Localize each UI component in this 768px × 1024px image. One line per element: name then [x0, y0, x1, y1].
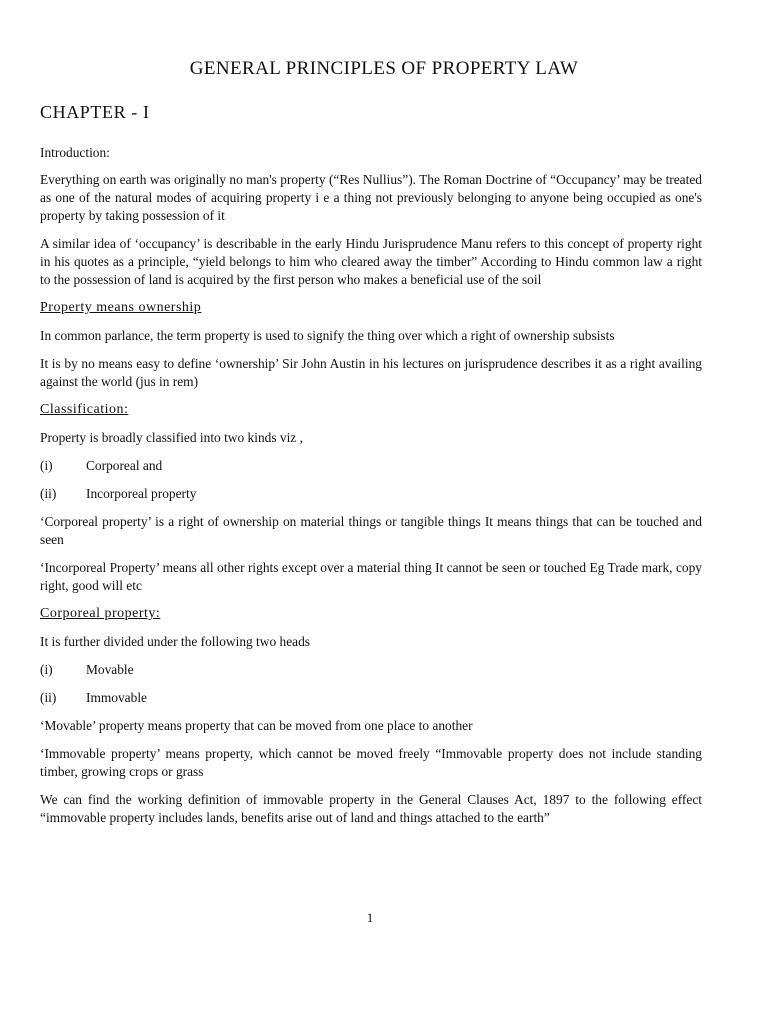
paragraph-incorporeal-definition: ‘Incorporeal Property’ means all other rights except over a material thing It cannot be seen or touched Eg Trade mark, copy right, good will etc [40, 560, 702, 593]
paragraph-immovable-definition: ‘Immovable property’ means property, which cannot be moved freely “Immovable property does not include standing timber, growing crops or grass [40, 746, 702, 779]
paragraph-intro-1: Everything on earth was originally no man's property (“Res Nullius”). The Roman Doctrine of “Occupancy’ may be treated as one of the natural modes of acquiring property i e a thing not previously belonging to anyone being occupied as one's property by taking possession of it [40, 172, 702, 223]
paragraph-common-parlance: In common parlance, the term property is used to signify the thing over which a right of ownership subsists [40, 328, 615, 343]
paragraph-intro-2: A similar idea of ‘occupancy’ is describable in the early Hindu Jurisprudence Manu refers to this concept of property right in his quotes as a principle, “yield belongs to him who cleared away the timber” According to Hindu common law a right to the possession of land is acquired by the first person who makes a beneficial use of the soil [40, 236, 702, 287]
list-item-number: (i) [40, 662, 53, 677]
list-item-text: Movable [86, 662, 134, 677]
list-item [40, 689, 702, 707]
heading-classification: Classification: [40, 402, 129, 417]
paragraph-ownership-definition: It is by no means easy to define ‘ownership’ Sir John Austin in his lectures on jurisprudence describes it as a right availing against the world (jus in rem) [40, 356, 702, 389]
list-item-text: Corporeal and [86, 458, 163, 473]
list-item-number: (ii) [40, 486, 57, 501]
paragraph-classification: Property is broadly classified into two kinds viz , [40, 430, 303, 445]
list-item [40, 485, 702, 503]
paragraph-corporeal-definition: ‘Corporeal property’ is a right of ownership on material things or tangible things It means things that can be touched and seen [40, 514, 702, 547]
list-item-number: (i) [40, 458, 53, 473]
list-item [40, 457, 702, 475]
heading-property-ownership: Property means ownership [40, 300, 202, 315]
page-number: 1 [366, 910, 374, 925]
list-item-number: (ii) [40, 690, 57, 705]
list-item [40, 661, 702, 679]
intro-heading: Introduction: [40, 145, 110, 160]
paragraph-movable-definition: ‘Movable’ property means property that can be moved from one place to another [40, 718, 473, 733]
document-title: GENERAL PRINCIPLES OF PROPERTY LAW [189, 58, 579, 79]
list-item-text: Incorporeal property [86, 486, 197, 501]
list-item-text: Immovable [86, 690, 147, 705]
chapter-heading: CHAPTER - I [40, 102, 150, 122]
document-body [40, 144, 702, 827]
paragraph-further-divided: It is further divided under the following two heads [40, 634, 310, 649]
paragraph-general-clauses-act: We can find the working definition of immovable property in the General Clauses Act, 1897 to the following effect “immovable property includes lands, benefits arise out of land and things attached to the earth” [40, 792, 702, 825]
heading-corporeal-property: Corporeal property: [40, 606, 161, 621]
